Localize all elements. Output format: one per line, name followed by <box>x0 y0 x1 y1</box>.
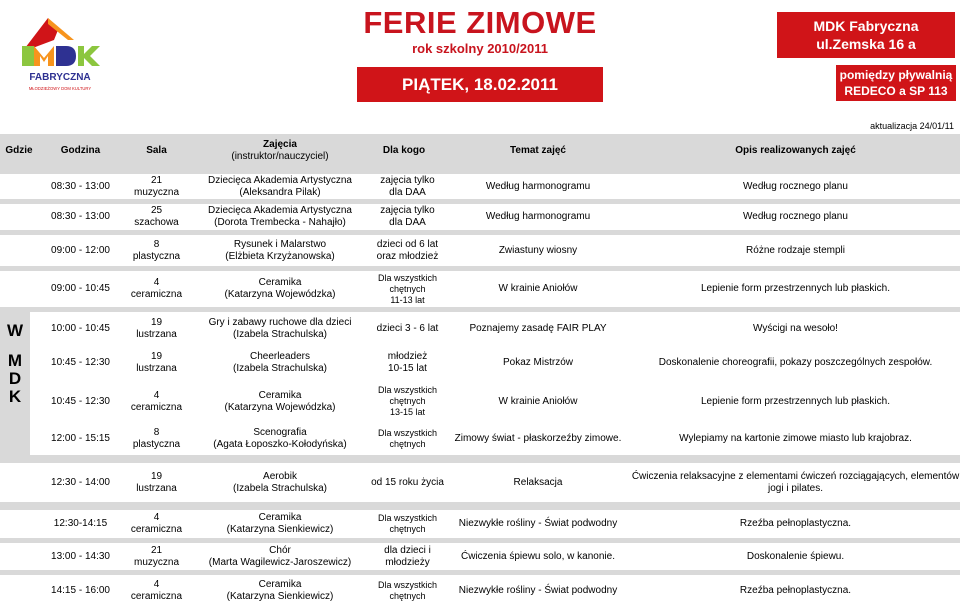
logo-text: FABRYCZNA <box>29 72 91 83</box>
row-audience <box>370 271 445 307</box>
room-number: 8 <box>153 238 160 250</box>
row-time: 09:00 - 12:00 <box>38 235 123 266</box>
audience-line: dla DAA <box>389 186 426 198</box>
row-audience <box>370 510 445 538</box>
room-number: 19 <box>150 316 163 328</box>
row-activity <box>190 543 370 570</box>
room-name: lustrzana <box>136 362 177 374</box>
room-name: ceramiczna <box>130 289 183 300</box>
audience-line: Dla wszystkich <box>377 272 437 283</box>
location-name: MDK Fabryczna <box>813 18 919 34</box>
separator <box>0 502 960 510</box>
audience-line: młodzieży <box>385 556 430 568</box>
row-topic: Poznajemy zasadę FAIR PLAY <box>445 312 631 345</box>
row-topic: Ćwiczenia śpiewu solo, w kanonie. <box>445 543 631 570</box>
col-activity <box>190 134 370 168</box>
activity-teacher: (Katarzyna Sienkiewicz) <box>226 524 334 535</box>
room-name: lustrzana <box>136 482 177 494</box>
row-topic: W krainie Aniołów <box>445 380 631 423</box>
row-description: Rzeźba pełnoplastyczna. <box>631 575 960 607</box>
col-audience: Dla kogo <box>382 145 426 156</box>
audience-line: Dla wszystkich <box>377 428 437 438</box>
activity-teacher: (Izabela Strachulska) <box>233 328 327 340</box>
row-activity <box>190 423 370 455</box>
audience-line: chętnych <box>389 283 426 294</box>
row-audience <box>370 463 445 502</box>
row-activity <box>190 174 370 199</box>
col-description: Opis realizowanych zajęć <box>735 145 856 156</box>
col-where: Gdzie <box>5 145 33 156</box>
row-description: Doskonalenie choreografii, pokazy poszczególnych zespołów. <box>631 345 960 380</box>
col-time: Godzina <box>60 145 101 156</box>
col-activity-sub: (instruktor/nauczyciel) <box>231 151 329 162</box>
row-activity <box>190 204 370 230</box>
school-year: rok szkolny 2010/2011 <box>412 41 548 56</box>
mdk-logo <box>14 10 100 100</box>
room-name: ceramiczna <box>130 524 183 535</box>
row-room <box>123 380 190 423</box>
row-room <box>123 543 190 570</box>
table-row <box>0 174 960 199</box>
audience-line: młodzież <box>387 350 428 362</box>
row-activity <box>190 463 370 502</box>
audience-line: dzieci 3 - 6 lat <box>376 322 439 334</box>
room-number: 4 <box>153 389 160 401</box>
activity-name: Cheerleaders <box>249 350 311 362</box>
row-description <box>631 463 960 502</box>
row-room <box>123 204 190 230</box>
row-time: 12:30-14:15 <box>38 510 123 538</box>
table-row <box>0 345 960 380</box>
row-time: 10:45 - 12:30 <box>38 345 123 380</box>
room-number: 8 <box>153 427 160 438</box>
side-letter: W <box>6 321 24 340</box>
row-description: Różne rodzaje stempli <box>631 235 960 266</box>
audience-line: Dla wszystkich <box>377 580 437 590</box>
activity-teacher: (Katarzyna Sienkiewicz) <box>226 591 334 602</box>
activity-teacher: (Katarzyna Wojewódzka) <box>224 401 336 413</box>
audience-line: 10-15 lat <box>388 362 427 374</box>
separator <box>0 455 960 463</box>
row-topic: Według harmonogramu <box>445 204 631 230</box>
row-activity <box>190 510 370 538</box>
row-topic: Pokaz Mistrzów <box>445 345 631 380</box>
row-time: 08:30 - 13:00 <box>38 174 123 199</box>
row-time: 09:00 - 10:45 <box>38 271 123 307</box>
location-hint-line2: REDECO a SP 113 <box>844 84 948 98</box>
location-address: ul.Zemska 16 a <box>816 36 916 52</box>
audience-line: 13-15 lat <box>389 407 426 417</box>
room-number: 19 <box>150 470 163 482</box>
audience-line: zajęcia tylko <box>380 205 435 216</box>
row-description: Lepienie form przestrzennych lub płaskich. <box>631 271 960 307</box>
row-audience <box>370 543 445 570</box>
row-activity <box>190 575 370 607</box>
row-topic: Niezwykłe rośliny - Świat podwodny <box>445 575 631 607</box>
row-topic: Relaksacja <box>445 463 631 502</box>
activity-name: Ceramika <box>258 579 302 590</box>
activity-name: Dziecięca Akademia Artystyczna <box>208 174 352 186</box>
row-topic: Zimowy świat - płaskorzeźby zimowe. <box>445 423 631 455</box>
row-audience <box>370 345 445 380</box>
row-room <box>123 510 190 538</box>
audience-line: chętnych <box>389 524 426 534</box>
row-time: 13:00 - 14:30 <box>38 543 123 570</box>
room-name: szachowa <box>134 217 179 228</box>
activity-teacher: (Marta Wagilewicz-Jaroszewicz) <box>208 556 352 568</box>
room-number: 21 <box>150 544 163 556</box>
activity-name: Aerobik <box>263 470 297 482</box>
room-number: 4 <box>153 512 160 523</box>
audience-line: chętnych <box>389 439 426 449</box>
row-time: 12:00 - 15:15 <box>38 423 123 455</box>
description-line: jogi i pilates. <box>767 482 824 494</box>
room-name: ceramiczna <box>130 591 183 602</box>
row-audience <box>370 380 445 423</box>
row-audience <box>370 312 445 345</box>
row-description: Według rocznego planu <box>631 174 960 199</box>
room-name: muzyczna <box>133 186 179 198</box>
room-number: 21 <box>150 174 163 186</box>
row-time: 10:00 - 10:45 <box>38 312 123 345</box>
location-box <box>777 12 955 58</box>
table-row <box>0 423 960 455</box>
col-topic: Temat zajęć <box>510 145 566 156</box>
row-audience <box>370 204 445 230</box>
audience-line: oraz młodzież <box>376 250 439 262</box>
row-time: 10:45 - 12:30 <box>38 380 123 423</box>
activity-name: Ceramika <box>258 277 302 288</box>
audience-line: dla DAA <box>389 217 426 228</box>
activity-name: Dziecięca Akademia Artystyczna <box>208 205 352 216</box>
col-activity-label: Zajęcia <box>263 139 297 150</box>
activity-name: Chór <box>269 544 291 556</box>
audience-line: dzieci od 6 lat <box>376 238 439 250</box>
activity-teacher: (Elżbieta Krzyżanowska) <box>225 250 335 262</box>
row-room <box>123 235 190 266</box>
row-topic: W krainie Aniołów <box>445 271 631 307</box>
row-activity <box>190 312 370 345</box>
row-description: Wylepiamy na kartonie zimowe miasto lub krajobraz. <box>631 423 960 455</box>
room-number: 25 <box>150 205 163 216</box>
activity-name: Gry i zabawy ruchowe dla dzieci <box>208 316 352 328</box>
side-letter: M <box>7 351 23 370</box>
room-name: plastyczna <box>132 439 181 450</box>
row-room <box>123 312 190 345</box>
row-audience <box>370 235 445 266</box>
table-row <box>0 271 960 307</box>
activity-teacher: (Izabela Strachulska) <box>233 482 327 494</box>
row-room <box>123 463 190 502</box>
row-audience <box>370 575 445 607</box>
room-name: ceramiczna <box>130 401 183 413</box>
row-activity <box>190 235 370 266</box>
location-hint-line1: pomiędzy pływalnią <box>839 68 953 82</box>
description-line: Ćwiczenia relaksacyjne z elementami ćwiczeń rozciągających, elementów <box>631 470 960 482</box>
activity-teacher: (Aleksandra Pilak) <box>239 186 321 198</box>
activity-teacher: (Izabela Strachulska) <box>233 362 327 374</box>
row-room <box>123 345 190 380</box>
row-description: Wyścigi na wesoło! <box>631 312 960 345</box>
logo-subtext: MŁODZIEŻOWY DOM KULTURY <box>28 86 92 91</box>
room-number: 19 <box>150 350 163 362</box>
row-activity <box>190 271 370 307</box>
row-topic: Zwiastuny wiosny <box>445 235 631 266</box>
audience-line: Dla wszystkich <box>377 513 437 523</box>
page-title: FERIE ZIMOWE <box>363 5 597 40</box>
table-row <box>0 575 960 607</box>
location-hint-box <box>836 65 956 101</box>
audience-line: zajęcia tylko <box>380 174 435 186</box>
row-room <box>123 271 190 307</box>
header <box>0 0 960 107</box>
activity-teacher: (Katarzyna Wojewódzka) <box>224 289 336 300</box>
row-room <box>123 423 190 455</box>
room-number: 4 <box>153 579 160 590</box>
table-row <box>0 312 960 345</box>
room-name: lustrzana <box>136 328 177 340</box>
row-description: Lepienie form przestrzennych lub płaskich. <box>631 380 960 423</box>
row-activity <box>190 380 370 423</box>
room-name: plastyczna <box>132 250 181 262</box>
update-date: aktualizacja 24/01/11 <box>870 121 954 131</box>
table-row <box>0 380 960 423</box>
activity-name: Ceramika <box>258 512 302 523</box>
audience-line: dla dzieci i <box>384 544 431 556</box>
activity-teacher: (Agata Łoposzko-Kołodyńska) <box>213 439 347 450</box>
row-time: 14:15 - 16:00 <box>38 575 123 607</box>
audience-line: chętnych <box>389 591 426 601</box>
row-description: Rzeźba pełnoplastyczna. <box>631 510 960 538</box>
activity-teacher: (Dorota Trembecka - Nahajło) <box>214 217 346 228</box>
row-room <box>123 174 190 199</box>
side-letter: D <box>8 369 22 388</box>
table-row <box>0 235 960 266</box>
audience-line: 11-13 lat <box>390 294 425 305</box>
column-headers <box>0 134 960 168</box>
activity-name: Rysunek i Malarstwo <box>233 238 327 250</box>
table-row <box>0 543 960 570</box>
audience-line: Dla wszystkich <box>377 385 437 395</box>
table-row <box>0 510 960 538</box>
audience-line: chętnych <box>389 396 426 406</box>
audience-line: od 15 roku życia <box>371 476 444 488</box>
row-audience <box>370 423 445 455</box>
table-row <box>0 204 960 230</box>
col-room: Sala <box>146 145 167 156</box>
row-topic: Niezwykłe rośliny - Świat podwodny <box>445 510 631 538</box>
day-banner: PIĄTEK, 18.02.2011 <box>357 67 603 102</box>
row-time: 08:30 - 13:00 <box>38 204 123 230</box>
row-topic: Według harmonogramu <box>445 174 631 199</box>
row-audience <box>370 174 445 199</box>
row-description: Według rocznego planu <box>631 204 960 230</box>
room-name: muzyczna <box>133 556 179 568</box>
activity-name: Ceramika <box>258 389 302 401</box>
side-letter: K <box>8 387 22 406</box>
row-time: 12:30 - 14:00 <box>38 463 123 502</box>
table-row <box>0 463 960 502</box>
row-description: Doskonalenie śpiewu. <box>631 543 960 570</box>
activity-name: Scenografia <box>253 427 307 438</box>
row-room <box>123 575 190 607</box>
room-number: 4 <box>153 277 160 288</box>
row-activity <box>190 345 370 380</box>
